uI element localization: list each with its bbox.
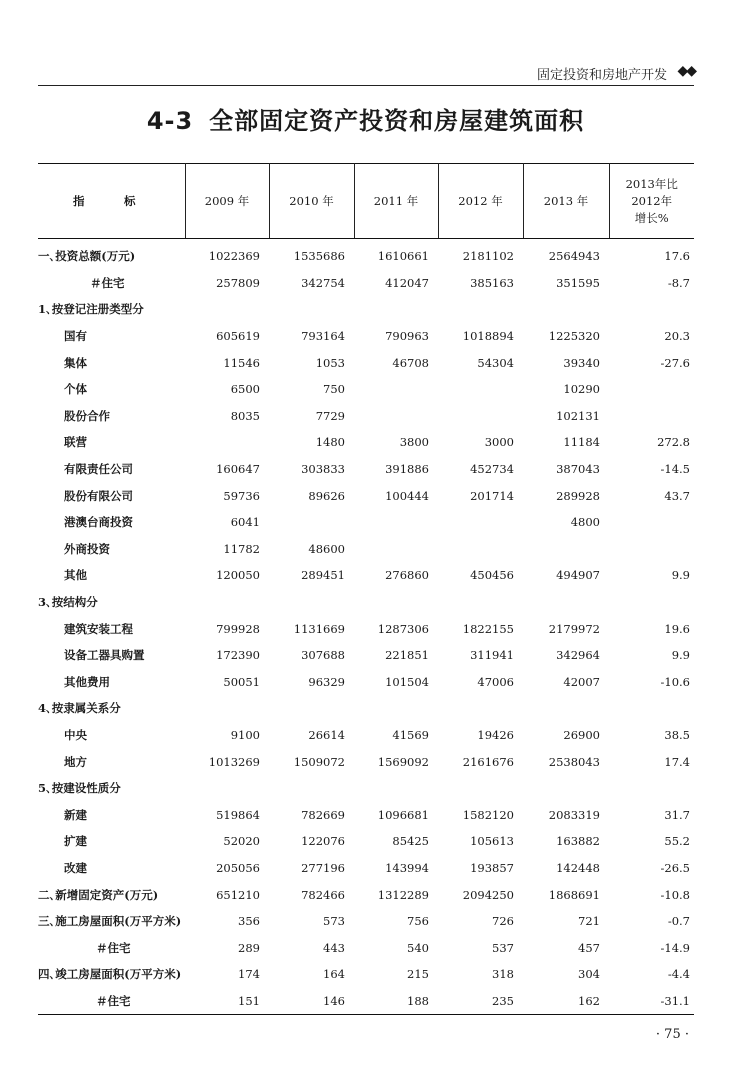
table-row <box>38 239 694 270</box>
table-row <box>38 855 694 882</box>
row-label: 国有 <box>64 329 87 344</box>
table-row <box>38 296 694 323</box>
value-cell: 143994 <box>385 860 429 875</box>
column-header-2012: 2012 年 <box>438 164 523 239</box>
value-cell: 443 <box>323 940 345 955</box>
value-cell: 120050 <box>216 568 260 583</box>
table-row <box>38 748 694 775</box>
growth-cell: -26.5 <box>660 860 690 875</box>
growth-cell: -4.4 <box>667 967 690 982</box>
table-title: 全部固定资产投资和房屋建筑面积 <box>209 107 585 135</box>
value-cell: 26614 <box>308 727 345 742</box>
value-cell: 1868691 <box>548 887 600 902</box>
row-label: 3､按结构分 <box>38 595 98 610</box>
value-cell: 307688 <box>301 648 345 663</box>
row-label: 其他费用 <box>64 674 110 689</box>
row-label: 四､竣工房屋面积(万平方米) <box>38 967 182 982</box>
table-row <box>38 403 694 430</box>
table-row <box>38 376 694 403</box>
value-cell: 1287306 <box>377 621 429 636</box>
value-cell: 101504 <box>385 674 429 689</box>
growth-header-text: 2013年比2012年 增长% <box>625 176 678 225</box>
value-cell: 412047 <box>385 275 429 290</box>
table-row <box>38 722 694 749</box>
value-cell: 41569 <box>392 727 429 742</box>
table-row <box>38 881 694 908</box>
table-row <box>38 775 694 802</box>
value-cell: 387043 <box>556 462 600 477</box>
value-cell <box>269 695 354 722</box>
value-cell <box>438 589 523 616</box>
value-cell: 1509072 <box>293 754 345 769</box>
value-cell <box>438 695 523 722</box>
value-cell: 277196 <box>301 860 345 875</box>
value-cell <box>354 775 438 802</box>
growth-cell: -14.9 <box>660 940 690 955</box>
value-cell <box>438 403 523 430</box>
table-row <box>38 642 694 669</box>
growth-cell: -10.6 <box>660 674 690 689</box>
row-label: ＃住宅 <box>90 275 125 290</box>
value-cell: 188 <box>354 988 438 1015</box>
value-cell: 2094250 <box>462 887 514 902</box>
value-cell: 7729 <box>315 408 345 423</box>
value-cell: 318 <box>492 967 514 982</box>
value-cell <box>438 536 523 563</box>
value-cell: 201714 <box>470 488 514 503</box>
table-row <box>38 270 694 297</box>
table-row <box>38 669 694 696</box>
value-cell: 782466 <box>301 887 345 902</box>
value-cell: 11546 <box>223 355 260 370</box>
column-header-2013: 2013 年 <box>523 164 609 239</box>
value-cell: 2564943 <box>548 249 600 264</box>
row-label: 港澳台商投资 <box>64 515 133 530</box>
row-label: ＃住宅 <box>38 988 185 1015</box>
row-label: 4､按隶属关系分 <box>38 701 121 716</box>
value-cell: 47006 <box>477 674 514 689</box>
value-cell: 1013269 <box>208 754 260 769</box>
value-cell: 276860 <box>385 568 429 583</box>
value-cell: 342964 <box>556 648 600 663</box>
value-cell <box>269 509 354 536</box>
row-label: 联营 <box>64 435 87 450</box>
value-cell: 391886 <box>385 462 429 477</box>
value-cell: 573 <box>323 914 345 929</box>
diamond-marker-icon: ◆◆ <box>677 63 695 79</box>
growth-cell: -0.7 <box>667 914 690 929</box>
value-cell <box>438 376 523 403</box>
value-cell: 1569092 <box>377 754 429 769</box>
table-row <box>38 589 694 616</box>
value-cell: 750 <box>323 382 345 397</box>
growth-cell: -10.8 <box>660 887 690 902</box>
column-header-indicator: 指 标 <box>38 164 185 239</box>
row-label: 个体 <box>64 382 87 397</box>
value-cell: 311941 <box>470 648 514 663</box>
row-label: 有限责任公司 <box>64 462 133 477</box>
table-row <box>38 482 694 509</box>
growth-cell <box>609 589 694 616</box>
value-cell: 146 <box>269 988 354 1015</box>
value-cell: 54304 <box>477 355 514 370</box>
value-cell <box>185 775 269 802</box>
value-cell: 174 <box>238 967 260 982</box>
value-cell <box>185 695 269 722</box>
value-cell: 651210 <box>216 887 260 902</box>
table-row <box>38 988 694 1015</box>
value-cell <box>185 296 269 323</box>
value-cell: 303833 <box>301 462 345 477</box>
value-cell: 96329 <box>308 674 345 689</box>
value-cell: 450456 <box>470 568 514 583</box>
value-cell: 39340 <box>563 355 600 370</box>
row-label: 地方 <box>64 754 87 769</box>
page-title <box>0 101 731 136</box>
growth-cell: 43.7 <box>664 488 690 503</box>
growth-cell: 38.5 <box>664 727 690 742</box>
value-cell: 3800 <box>399 435 429 450</box>
value-cell: 9100 <box>230 727 260 742</box>
value-cell: 289 <box>238 940 260 955</box>
growth-cell: -8.7 <box>667 275 690 290</box>
value-cell: 163882 <box>556 834 600 849</box>
value-cell: 1582120 <box>462 807 514 822</box>
value-cell: 105613 <box>470 834 514 849</box>
value-cell: 289928 <box>556 488 600 503</box>
row-label: 外商投资 <box>64 541 110 556</box>
growth-cell: -31.1 <box>609 988 694 1015</box>
growth-cell <box>609 296 694 323</box>
value-cell <box>185 589 269 616</box>
value-cell: 142448 <box>556 860 600 875</box>
value-cell: 1018894 <box>462 329 514 344</box>
value-cell: 85425 <box>392 834 429 849</box>
value-cell: 304 <box>578 967 600 982</box>
value-cell: 2538043 <box>548 754 600 769</box>
row-label: 建筑安装工程 <box>64 621 133 636</box>
value-cell <box>438 775 523 802</box>
value-cell: 4800 <box>570 515 600 530</box>
value-cell: 205056 <box>216 860 260 875</box>
growth-cell: 17.6 <box>664 249 690 264</box>
value-cell: 2161676 <box>462 754 514 769</box>
row-label: 新建 <box>64 807 87 822</box>
value-cell: 1225320 <box>548 329 600 344</box>
table-row <box>38 828 694 855</box>
growth-cell <box>609 403 694 430</box>
growth-cell: -27.6 <box>660 355 690 370</box>
value-cell: 1022369 <box>208 249 260 264</box>
value-cell: 494907 <box>556 568 600 583</box>
value-cell: 193857 <box>470 860 514 875</box>
value-cell: 6500 <box>230 382 260 397</box>
table-header-row <box>38 164 694 239</box>
row-label: 三､施工房屋面积(万平方米) <box>38 914 182 929</box>
row-label: 扩建 <box>64 834 87 849</box>
value-cell: 2181102 <box>462 249 514 264</box>
value-cell: 1610661 <box>377 249 429 264</box>
table-row <box>38 801 694 828</box>
growth-cell <box>609 775 694 802</box>
value-cell: 122076 <box>301 834 345 849</box>
value-cell: 457 <box>578 940 600 955</box>
table-row <box>38 456 694 483</box>
row-label: 一､投资总额(万元) <box>38 249 136 264</box>
value-cell: 46708 <box>392 355 429 370</box>
growth-cell <box>609 695 694 722</box>
running-header: 固定投资和房地产开发 <box>536 68 667 83</box>
value-cell: 50051 <box>223 674 260 689</box>
value-cell: 537 <box>492 940 514 955</box>
value-cell <box>354 509 438 536</box>
row-label: 改建 <box>64 860 87 875</box>
growth-cell: 19.6 <box>664 621 690 636</box>
value-cell <box>523 775 609 802</box>
growth-cell <box>609 376 694 403</box>
value-cell: 52020 <box>223 834 260 849</box>
value-cell: 10290 <box>563 382 600 397</box>
value-cell <box>354 376 438 403</box>
table-row <box>38 908 694 935</box>
value-cell <box>185 429 269 456</box>
value-cell: 42007 <box>563 674 600 689</box>
row-label: 其他 <box>64 568 87 583</box>
table-row <box>38 615 694 642</box>
value-cell: 351595 <box>556 275 600 290</box>
value-cell: 793164 <box>301 329 345 344</box>
row-label: 集体 <box>64 355 87 370</box>
growth-cell: -14.5 <box>660 462 690 477</box>
value-cell: 100444 <box>385 488 429 503</box>
table-row <box>38 695 694 722</box>
value-cell: 605619 <box>216 329 260 344</box>
value-cell: 2179972 <box>548 621 600 636</box>
value-cell: 160647 <box>216 462 260 477</box>
growth-cell: 20.3 <box>664 329 690 344</box>
value-cell: 48600 <box>308 541 345 556</box>
value-cell: 1053 <box>315 355 345 370</box>
row-label: ＃住宅 <box>96 940 131 955</box>
value-cell: 257809 <box>216 275 260 290</box>
row-label: 股份合作 <box>64 408 110 423</box>
value-cell: 726 <box>492 914 514 929</box>
value-cell <box>523 296 609 323</box>
value-cell <box>438 296 523 323</box>
value-cell: 289451 <box>301 568 345 583</box>
value-cell: 721 <box>578 914 600 929</box>
value-cell: 26900 <box>563 727 600 742</box>
value-cell: 19426 <box>477 727 514 742</box>
value-cell: 162 <box>523 988 609 1015</box>
value-cell: 59736 <box>223 488 260 503</box>
value-cell <box>354 536 438 563</box>
growth-cell: 17.4 <box>664 754 690 769</box>
value-cell: 1312289 <box>377 887 429 902</box>
value-cell: 1535686 <box>293 249 345 264</box>
row-label: 股份有限公司 <box>64 488 133 503</box>
table-row <box>38 509 694 536</box>
value-cell: 151 <box>185 988 269 1015</box>
value-cell <box>523 536 609 563</box>
value-cell: 11184 <box>563 435 600 450</box>
row-label: 二､新增固定资产(万元) <box>38 887 159 902</box>
value-cell <box>354 296 438 323</box>
value-cell: 6041 <box>230 515 260 530</box>
value-cell <box>354 589 438 616</box>
table-body <box>38 239 694 1015</box>
growth-cell <box>609 536 694 563</box>
column-header-2011: 2011 年 <box>354 164 438 239</box>
growth-cell: 9.9 <box>671 568 690 583</box>
value-cell: 221851 <box>385 648 429 663</box>
value-cell: 1822155 <box>462 621 514 636</box>
growth-cell: 9.9 <box>671 648 690 663</box>
value-cell <box>523 695 609 722</box>
value-cell: 452734 <box>470 462 514 477</box>
value-cell: 799928 <box>216 621 260 636</box>
column-header-2009: 2009 年 <box>185 164 269 239</box>
table-row <box>38 934 694 961</box>
table-row <box>38 323 694 350</box>
value-cell <box>269 589 354 616</box>
column-header-2010: 2010 年 <box>269 164 354 239</box>
value-cell: 385163 <box>470 275 514 290</box>
table-row <box>38 429 694 456</box>
value-cell <box>354 403 438 430</box>
value-cell: 790963 <box>385 329 429 344</box>
value-cell: 1131669 <box>293 621 345 636</box>
table-row <box>38 562 694 589</box>
value-cell: 164 <box>323 967 345 982</box>
growth-cell: 272.8 <box>657 435 690 450</box>
value-cell: 8035 <box>230 408 260 423</box>
investment-table <box>38 163 694 1015</box>
value-cell: 2083319 <box>548 807 600 822</box>
growth-cell <box>609 509 694 536</box>
value-cell: 11782 <box>223 541 260 556</box>
page-number: · 75 · <box>655 1027 689 1042</box>
row-label: 1､按登记注册类型分 <box>38 302 144 317</box>
value-cell: 1480 <box>315 435 345 450</box>
row-label: 设备工器具购置 <box>64 648 145 663</box>
value-cell <box>354 695 438 722</box>
value-cell: 519864 <box>216 807 260 822</box>
table-row <box>38 536 694 563</box>
table-number: 4-3 <box>146 107 194 135</box>
value-cell <box>523 589 609 616</box>
value-cell: 342754 <box>301 275 345 290</box>
growth-cell: 55.2 <box>664 834 690 849</box>
value-cell: 235 <box>438 988 523 1015</box>
value-cell: 89626 <box>308 488 345 503</box>
row-label: 中央 <box>64 727 87 742</box>
value-cell: 1096681 <box>377 807 429 822</box>
value-cell: 756 <box>407 914 429 929</box>
value-cell: 3000 <box>484 435 514 450</box>
value-cell: 540 <box>407 940 429 955</box>
value-cell: 215 <box>407 967 429 982</box>
value-cell <box>269 296 354 323</box>
value-cell: 102131 <box>556 408 600 423</box>
value-cell: 782669 <box>301 807 345 822</box>
column-header-growth <box>609 164 694 239</box>
value-cell <box>438 509 523 536</box>
value-cell <box>269 775 354 802</box>
table-row <box>38 961 694 988</box>
value-cell: 172390 <box>216 648 260 663</box>
row-label: 5､按建设性质分 <box>38 781 121 796</box>
table-row <box>38 349 694 376</box>
growth-cell: 31.7 <box>664 807 690 822</box>
value-cell: 356 <box>238 914 260 929</box>
header-rule <box>38 85 694 86</box>
